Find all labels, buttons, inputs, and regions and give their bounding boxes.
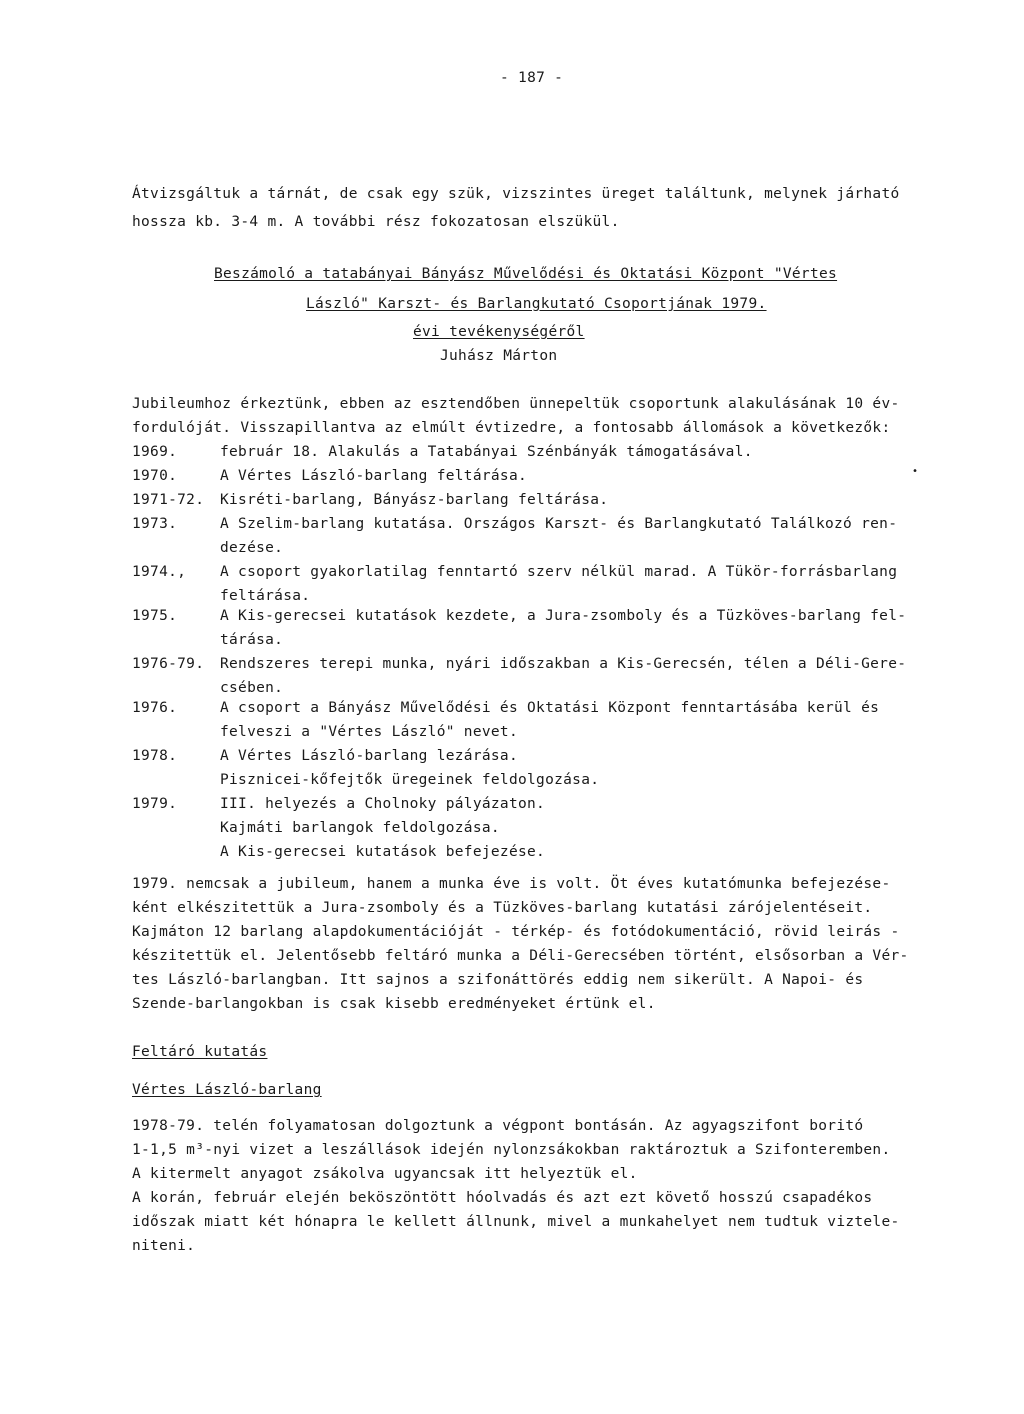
summary-line-6: Szende-barlangokban is csak kisebb eredményeket értünk el. — [132, 996, 656, 1012]
timeline-year: 1973. — [132, 516, 178, 532]
section-heading: Feltáró kutatás — [132, 1044, 268, 1060]
summary-line-4: készitettük el. Jelentősebb feltáró munka a Déli-Gerecsében történt, elsősorban a Vér- — [132, 948, 909, 964]
final-line-3: A kitermelt anyagot zsákolva ugyancsak itt helyeztük el. — [132, 1166, 638, 1182]
timeline-entry: III. helyezés a Cholnoky pályázaton. — [220, 796, 546, 812]
final-line-5: időszak miatt két hónapra le kellett állnunk, mivel a munkahelyet nem tudtuk viztele- — [132, 1214, 900, 1230]
jubilee-line-1: Jubileumhoz érkeztünk, ebben az esztendőben ünnepeltük csoportunk alakulásának 10 év- — [132, 396, 900, 412]
timeline-year: 1970. — [132, 468, 178, 484]
summary-line-1: 1979. nemcsak a jubileum, hanem a munka éve is volt. Öt éves kutatómunka befejezése- — [132, 876, 891, 892]
timeline-year: 1979. — [132, 796, 178, 812]
timeline-entry: A Kis-gerecsei kutatások kezdete, a Jura-zsomboly és a Tüzköves-barlang fel- — [220, 608, 907, 624]
timeline-entry: dezése. — [220, 540, 284, 556]
timeline-entry: Kajmáti barlangok feldolgozása. — [220, 820, 500, 836]
summary-line-2: ként elkészitettük a Jura-zsomboly és a Tüzköves-barlang kutatási zárójelentéseit. — [132, 900, 873, 916]
timeline-entry: A Kis-gerecsei kutatások befejezése. — [220, 844, 546, 860]
final-line-4: A korán, február elején beköszöntött hóolvadás és azt ezt követő hosszú csapadékos — [132, 1190, 873, 1206]
timeline-entry: A csoport gyakorlatilag fenntartó szerv nélkül marad. A Tükör-forrásbarlang — [220, 564, 898, 580]
timeline-year: 1974., — [132, 564, 187, 580]
summary-line-3: Kajmáton 12 barlang alapdokumentációját - térkép- és fotódokumentáció, rövid leirás - — [132, 924, 900, 940]
timeline-entry: Rendszeres terepi munka, nyári időszakban a Kis-Gerecsén, télen a Déli-Gere- — [220, 656, 907, 672]
report-title-line-2: László" Karszt- és Barlangkutató Csoportjának 1979. — [306, 296, 767, 312]
timeline-year: 1978. — [132, 748, 178, 764]
timeline-year: 1971-72. — [132, 492, 205, 508]
jubilee-line-2: fordulóját. Visszapillantva az elmúlt évtizedre, a fontosabb állomások a következők: — [132, 420, 891, 436]
timeline-entry: Pisznicei-kőfejtők üregeinek feldolgozása. — [220, 772, 600, 788]
timeline-entry: február 18. Alakulás a Tatabányai Szénbányák támogatásával. — [220, 444, 753, 460]
timeline-entry: tárása. — [220, 632, 284, 648]
intro-line-2: hossza kb. 3-4 m. A további rész fokozatosan elszükül. — [132, 214, 620, 230]
intro-line-1: Átvizsgáltuk a tárnát, de csak egy szük, vizszintes üreget találtunk, melynek járható — [132, 186, 900, 202]
report-title-line-1: Beszámoló a tatabányai Bányász Művelődési és Oktatási Központ "Vértes — [214, 266, 838, 282]
report-title-line-3: évi tevékenységéről — [413, 324, 585, 340]
timeline-entry: A Szelim-barlang kutatása. Országos Karszt- és Barlangkutató Találkozó ren- — [220, 516, 898, 532]
stray-mark: • — [912, 466, 919, 477]
final-line-2: 1-1,5 m³-nyi vizet a leszállások idején nylonzsákokban raktároztuk a Szifonteremben. — [132, 1142, 891, 1158]
summary-line-5: tes László-barlangban. Itt sajnos a szifonáttörés eddig nem sikerült. A Napoi- és — [132, 972, 864, 988]
timeline-year: 1976. — [132, 700, 178, 716]
author: Juhász Márton — [440, 348, 558, 364]
timeline-entry: feltárása. — [220, 588, 311, 604]
timeline-year: 1969. — [132, 444, 178, 460]
subsection-heading: Vértes László-barlang — [132, 1082, 322, 1098]
timeline-entry: csében. — [220, 680, 284, 696]
timeline-entry: A csoport a Bányász Művelődési és Oktatási Központ fenntartásába kerül és — [220, 700, 880, 716]
timeline-entry: A Vértes László-barlang feltárása. — [220, 468, 528, 484]
timeline-year: 1975. — [132, 608, 178, 624]
timeline-entry: A Vértes László-barlang lezárása. — [220, 748, 518, 764]
final-line-1: 1978-79. telén folyamatosan dolgoztunk a végpont bontásán. Az agyagszifont boritó — [132, 1118, 864, 1134]
page-number: - 187 - — [500, 70, 564, 86]
final-line-6: niteni. — [132, 1238, 196, 1254]
timeline-year: 1976-79. — [132, 656, 205, 672]
timeline-entry: felveszi a "Vértes László" nevet. — [220, 724, 518, 740]
timeline-entry: Kisréti-barlang, Bányász-barlang feltárása. — [220, 492, 609, 508]
